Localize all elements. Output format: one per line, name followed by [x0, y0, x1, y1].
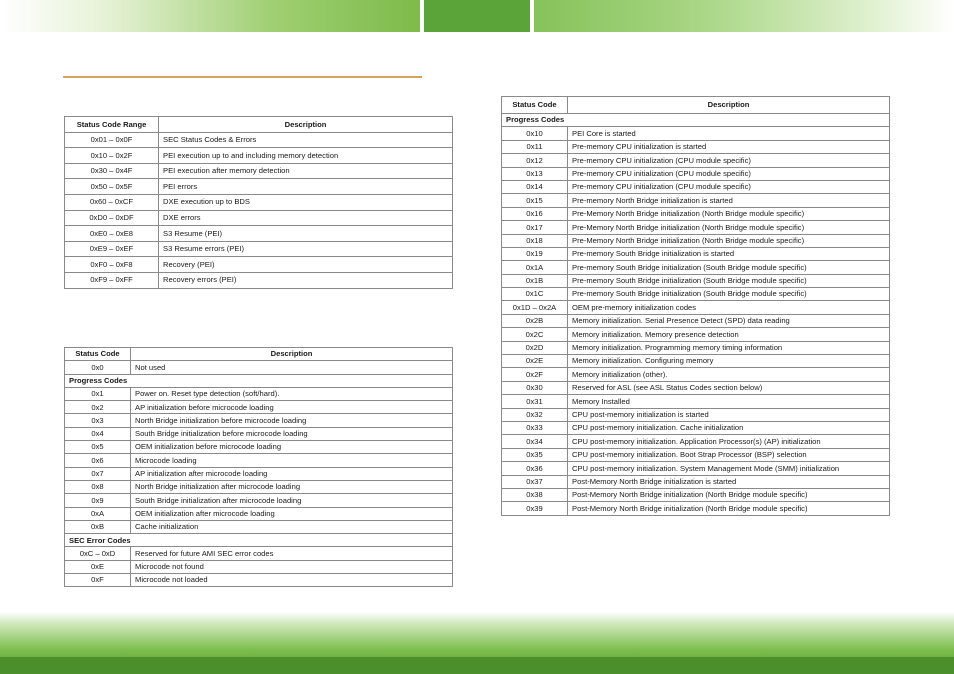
table-row [65, 454, 453, 467]
table-cell: 0x31 [502, 395, 568, 408]
table-cell: South Bridge initialization before microcode loading [131, 427, 453, 440]
table-row [502, 395, 890, 408]
table-cell: 0x36 [502, 462, 568, 475]
table-cell: Pre-memory South Bridge initialization (South Bridge module specific) [568, 288, 890, 301]
table-cell: OEM pre-memory initialization codes [568, 301, 890, 314]
table-row [502, 448, 890, 461]
table-cell: SEC Status Codes & Errors [159, 132, 453, 148]
table-cell: Pre-memory South Bridge initialization is started [568, 247, 890, 260]
table-cell: 0xA [65, 507, 131, 520]
section-label: SEC Error Codes [65, 534, 453, 547]
table-cell: Recovery errors (PEI) [159, 272, 453, 288]
table-cell: 0x6 [65, 454, 131, 467]
section-row [65, 534, 453, 547]
table-cell: 0x13 [502, 167, 568, 180]
table-row [65, 467, 453, 480]
section-label: Progress Codes [65, 374, 453, 387]
table-row [502, 194, 890, 207]
table-cell: CPU post-memory initialization. Boot Strap Processor (BSP) selection [568, 448, 890, 461]
table-row [502, 502, 890, 515]
column-header: Description [568, 97, 890, 114]
header-banner-tab [424, 0, 530, 32]
table-cell: 0x19 [502, 247, 568, 260]
table-cell: 0x34 [502, 435, 568, 448]
table-cell: 0x39 [502, 502, 568, 515]
header-banner-left [0, 0, 420, 32]
table-cell: Reserved for ASL (see ASL Status Codes section below) [568, 381, 890, 394]
table-row [65, 401, 453, 414]
table-row [65, 414, 453, 427]
table-cell: 0x60 – 0xCF [65, 194, 159, 210]
table-row [502, 180, 890, 193]
section-row [65, 374, 453, 387]
table-header-row [65, 348, 453, 361]
table-cell: Memory initialization. Memory presence detection [568, 328, 890, 341]
table-row [65, 507, 453, 520]
table-row [65, 241, 453, 257]
table-row [502, 355, 890, 368]
table-row [65, 210, 453, 226]
table-cell: AP initialization before microcode loading [131, 401, 453, 414]
column-header: Description [131, 348, 453, 361]
table-cell: PEI Core is started [568, 127, 890, 140]
table-row [65, 257, 453, 273]
table-row [502, 127, 890, 140]
column-header: Status Code [502, 97, 568, 114]
table-cell: North Bridge initialization before microcode loading [131, 414, 453, 427]
table-row [502, 462, 890, 475]
table-row [502, 247, 890, 260]
table-cell: DXE execution up to BDS [159, 194, 453, 210]
table-cell: 0x1B [502, 274, 568, 287]
table-row [502, 301, 890, 314]
table-cell: 0x1 [65, 387, 131, 400]
table-cell: Pre-Memory North Bridge initialization (North Bridge module specific) [568, 207, 890, 220]
table-cell: 0x16 [502, 207, 568, 220]
table-row [502, 221, 890, 234]
table-cell: CPU post-memory initialization. System Management Mode (SMM) initialization [568, 462, 890, 475]
table-cell: Cache initialization [131, 520, 453, 533]
table-cell: Pre-memory CPU initialization (CPU module specific) [568, 154, 890, 167]
table-cell: Pre-memory North Bridge initialization is started [568, 194, 890, 207]
table-cell: Microcode loading [131, 454, 453, 467]
table-row [502, 207, 890, 220]
table-cell: PEI execution up to and including memory detection [159, 148, 453, 164]
table-cell: Memory initialization. Programming memory timing information [568, 341, 890, 354]
table-cell: Memory Installed [568, 395, 890, 408]
table-cell: 0x8 [65, 480, 131, 493]
table-cell: Pre-memory CPU initialization (CPU module specific) [568, 167, 890, 180]
table-cell: 0x30 – 0x4F [65, 163, 159, 179]
table-row [502, 341, 890, 354]
table-cell: 0x12 [502, 154, 568, 167]
column-header: Description [159, 117, 453, 133]
table-cell: Post-Memory North Bridge initialization is started [568, 475, 890, 488]
table-cell: Pre-memory CPU initialization is started [568, 140, 890, 153]
table-row [502, 261, 890, 274]
table-row [502, 167, 890, 180]
table-cell: Power on. Reset type detection (soft/hard). [131, 387, 453, 400]
table-cell: 0x2B [502, 314, 568, 327]
table-cell: Pre-memory CPU initialization (CPU module specific) [568, 180, 890, 193]
table-header-row [502, 97, 890, 114]
table-cell: Microcode not found [131, 560, 453, 573]
table-cell: Post-Memory North Bridge initialization (North Bridge module specific) [568, 502, 890, 515]
table-cell: 0xC – 0xD [65, 547, 131, 560]
table-row [502, 408, 890, 421]
table-cell: Pre-Memory North Bridge initialization (North Bridge module specific) [568, 221, 890, 234]
table-cell: 0xD0 – 0xDF [65, 210, 159, 226]
table-cell: Pre-memory South Bridge initialization (South Bridge module specific) [568, 274, 890, 287]
table-cell: 0xB [65, 520, 131, 533]
table-cell: 0x30 [502, 381, 568, 394]
table-row [65, 226, 453, 242]
table-cell: North Bridge initialization after microcode loading [131, 480, 453, 493]
table-row [502, 368, 890, 381]
table-cell: 0x37 [502, 475, 568, 488]
section-divider [63, 76, 422, 78]
table-cell: OEM initialization after microcode loading [131, 507, 453, 520]
table-cell: Memory initialization. Serial Presence Detect (SPD) data reading [568, 314, 890, 327]
column-header: Status Code Range [65, 117, 159, 133]
table-header-row [65, 117, 453, 133]
table-row [65, 179, 453, 195]
footer-band [0, 657, 954, 674]
table-row [502, 314, 890, 327]
table-row [65, 148, 453, 164]
table-cell: CPU post-memory initialization is started [568, 408, 890, 421]
table-cell: 0x2E [502, 355, 568, 368]
table-cell: AP initialization after microcode loading [131, 467, 453, 480]
table-row [65, 441, 453, 454]
section-label: Progress Codes [502, 114, 890, 127]
table-row [65, 480, 453, 493]
table-cell: 0x2D [502, 341, 568, 354]
table-cell: 0x9 [65, 494, 131, 507]
table-cell: Memory initialization. Configuring memory [568, 355, 890, 368]
table-cell: 0x33 [502, 421, 568, 434]
table-row [65, 361, 453, 374]
table-cell: 0x1C [502, 288, 568, 301]
table-cell: S3 Resume (PEI) [159, 226, 453, 242]
table-cell: Microcode not loaded [131, 574, 453, 587]
table-row [502, 475, 890, 488]
table-cell: Post-Memory North Bridge initialization (North Bridge module specific) [568, 488, 890, 501]
table-row [65, 132, 453, 148]
table-cell: 0xF [65, 574, 131, 587]
table-row [65, 547, 453, 560]
column-header: Status Code [65, 348, 131, 361]
table-row [502, 288, 890, 301]
table-cell: S3 Resume errors (PEI) [159, 241, 453, 257]
table-row [65, 272, 453, 288]
table-cell: 0x2F [502, 368, 568, 381]
table-row [502, 140, 890, 153]
table-cell: 0x1A [502, 261, 568, 274]
table-cell: 0xF9 – 0xFF [65, 272, 159, 288]
table-cell: Not used [131, 361, 453, 374]
table-cell: PEI errors [159, 179, 453, 195]
table-cell: 0x2 [65, 401, 131, 414]
table-cell: 0xE0 – 0xE8 [65, 226, 159, 242]
table-cell: 0x18 [502, 234, 568, 247]
status-code-range-table [64, 116, 453, 289]
table-row [502, 488, 890, 501]
table-row [65, 194, 453, 210]
table-cell: DXE errors [159, 210, 453, 226]
table-row [65, 387, 453, 400]
table-cell: 0x01 – 0x0F [65, 132, 159, 148]
table-row [502, 234, 890, 247]
table-cell: 0x7 [65, 467, 131, 480]
table-row [502, 154, 890, 167]
table-cell: 0x15 [502, 194, 568, 207]
table-cell: 0xF0 – 0xF8 [65, 257, 159, 273]
table-cell: 0x14 [502, 180, 568, 193]
section-row [502, 114, 890, 127]
table-row [502, 381, 890, 394]
table-cell: 0x10 [502, 127, 568, 140]
table-cell: 0x4 [65, 427, 131, 440]
table-row [502, 435, 890, 448]
table-row [65, 427, 453, 440]
header-banner-right [534, 0, 954, 32]
table-cell: 0x35 [502, 448, 568, 461]
table-cell: 0x2C [502, 328, 568, 341]
table-cell: Memory initialization (other). [568, 368, 890, 381]
table-cell: 0x3 [65, 414, 131, 427]
table-cell: 0x10 – 0x2F [65, 148, 159, 164]
table-cell: 0x0 [65, 361, 131, 374]
table-cell: OEM initialization before microcode loading [131, 441, 453, 454]
table-cell: Pre-memory South Bridge initialization (South Bridge module specific) [568, 261, 890, 274]
table-cell: Recovery (PEI) [159, 257, 453, 273]
table-row [502, 274, 890, 287]
pei-status-code-table [501, 96, 890, 516]
table-cell: 0x5 [65, 441, 131, 454]
table-cell: PEI execution after memory detection [159, 163, 453, 179]
table-row [65, 520, 453, 533]
table-row [65, 494, 453, 507]
table-cell: 0xE [65, 560, 131, 573]
table-cell: 0x1D – 0x2A [502, 301, 568, 314]
table-cell: 0x38 [502, 488, 568, 501]
table-row [65, 560, 453, 573]
table-cell: Reserved for future AMI SEC error codes [131, 547, 453, 560]
table-row [502, 328, 890, 341]
table-cell: 0x50 – 0x5F [65, 179, 159, 195]
table-cell: 0x11 [502, 140, 568, 153]
table-cell: CPU post-memory initialization. Application Processor(s) (AP) initialization [568, 435, 890, 448]
table-row [65, 163, 453, 179]
table-cell: 0x17 [502, 221, 568, 234]
table-cell: South Bridge initialization after microcode loading [131, 494, 453, 507]
table-row [65, 574, 453, 587]
table-row [502, 421, 890, 434]
table-cell: CPU post-memory initialization. Cache initialization [568, 421, 890, 434]
table-cell: Pre-Memory North Bridge initialization (North Bridge module specific) [568, 234, 890, 247]
table-cell: 0x32 [502, 408, 568, 421]
sec-status-code-table [64, 347, 453, 587]
table-cell: 0xE9 – 0xEF [65, 241, 159, 257]
